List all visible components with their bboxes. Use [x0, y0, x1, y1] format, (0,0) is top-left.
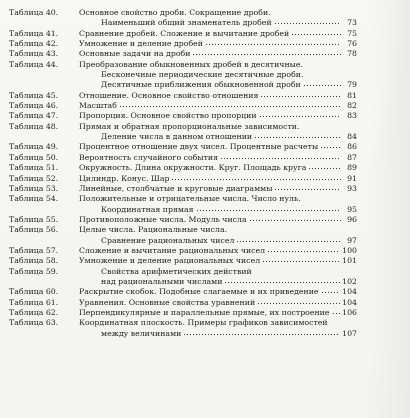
- page-number: 86: [347, 142, 357, 152]
- toc-entry: [9, 91, 357, 101]
- toc-title-text: Положительные и отрицательные числа. Число нуль.: [79, 194, 301, 204]
- toc-title-line: [79, 298, 357, 308]
- page-number: 104: [342, 287, 357, 297]
- toc-entry: [9, 8, 357, 29]
- dot-leader: [192, 50, 341, 56]
- toc-entry-label: Таблица 47.: [9, 111, 59, 121]
- toc-entry-label: Таблица 46.: [9, 101, 59, 111]
- toc-entry: [9, 246, 357, 256]
- toc-entry-titles: [79, 256, 357, 266]
- toc-entry-label: Таблица 51.: [9, 163, 59, 173]
- dot-leader: [220, 154, 341, 160]
- toc-title-text: Вероятность случайного события: [79, 152, 219, 162]
- toc-title-line: [79, 60, 357, 70]
- toc-entry: [9, 298, 357, 308]
- toc-entry-label: Таблица 40.: [9, 8, 59, 17]
- toc-title-text: Пропорция. Основное свойство пропорции: [79, 111, 257, 121]
- toc-entry-label: Таблица 41.: [9, 28, 59, 38]
- toc-entry-titles: [79, 39, 357, 49]
- toc-entry-titles: [79, 215, 357, 225]
- dot-leader: [224, 278, 340, 284]
- toc-title-text: Координатная прямая: [101, 204, 194, 214]
- toc-title-line: [79, 277, 357, 287]
- toc-title-line: [79, 205, 357, 215]
- toc-title-line: [79, 153, 357, 163]
- dot-leader: [249, 216, 341, 222]
- toc-title-text: Окружность. Длина окружности. Круг. Площадь круга: [79, 163, 307, 173]
- toc-title-text: Умножение и деление дробей: [79, 39, 203, 49]
- toc-entry-label: Таблица 48.: [9, 121, 59, 131]
- toc-entry: [9, 29, 357, 39]
- page-number: 87: [347, 152, 357, 162]
- page-number: 76: [347, 39, 357, 49]
- toc-title-text: Целые числа. Рациональные числа.: [79, 225, 228, 235]
- toc-entry-titles: [79, 153, 357, 163]
- toc-entry-titles: [79, 122, 357, 143]
- dot-leader: [274, 19, 341, 25]
- toc-title-text: Цилиндр. Конус. Шар: [79, 173, 170, 183]
- toc-entry-label: Таблица 56.: [9, 225, 59, 235]
- toc-entry-label: Таблица 52.: [9, 173, 59, 183]
- toc-title-text: Преобразование обыкновенных дробей в десятичные.: [79, 59, 303, 69]
- toc-entry: [9, 256, 357, 266]
- toc-title-line: [79, 308, 357, 318]
- toc-entry: [9, 267, 357, 288]
- toc-title-text: Бесконечные периодические десятичные дроби.: [101, 70, 304, 80]
- toc-entry-label: Таблица 43.: [9, 49, 59, 59]
- toc-title-text: Сравнение дробей. Сложение и вычитание дробей: [79, 28, 290, 38]
- toc-entry-titles: [79, 308, 357, 318]
- toc-title-text: Свойства арифметических действий: [101, 266, 252, 276]
- toc-entry-label: Таблица 62.: [9, 307, 59, 317]
- toc-title-text: Координатная плоскость. Примеры графиков зависимостей: [79, 318, 328, 328]
- page-number: 79: [347, 80, 357, 90]
- toc-entry-label: Таблица 55.: [9, 214, 59, 224]
- page-number: 100: [342, 245, 357, 255]
- toc-entry-titles: [79, 174, 357, 184]
- toc-title-line: [79, 246, 357, 256]
- toc-title-line: [79, 287, 357, 297]
- toc-title-text: Отношение. Основное свойство отношения: [79, 90, 259, 100]
- dot-leader: [262, 257, 340, 263]
- toc-title-line: [79, 29, 357, 39]
- toc-entry-titles: [79, 142, 357, 152]
- toc-entry: [9, 318, 357, 339]
- toc-title-text: Уравнения. Основные свойства уравнений: [79, 297, 256, 307]
- toc-title-text: Линейные, столбчатые и круговые диаграммы: [79, 183, 273, 193]
- page-number: 96: [347, 214, 357, 224]
- toc-entry-label: Таблица 58.: [9, 256, 59, 266]
- dot-leader: [119, 102, 341, 108]
- toc-entry-titles: [79, 8, 357, 29]
- toc-entry-label: Таблица 53.: [9, 183, 59, 193]
- page-number: 97: [347, 235, 357, 245]
- toc-title-text: Противоположные числа. Модуль числа: [79, 214, 247, 224]
- toc-entry-titles: [79, 111, 357, 121]
- dot-leader: [274, 185, 341, 191]
- page-number: 91: [347, 173, 357, 183]
- toc-title-line: [79, 142, 357, 152]
- toc-title-line: [79, 18, 357, 28]
- toc-title-text: Перпендикулярные и параллельные прямые, их построение: [79, 307, 330, 317]
- page-number: 93: [347, 183, 357, 193]
- dot-leader: [254, 133, 341, 139]
- page-number: 83: [347, 111, 357, 121]
- toc-entry-titles: [79, 194, 357, 215]
- toc-title-line: [79, 318, 357, 328]
- toc-title-line: [79, 267, 357, 277]
- dot-leader: [260, 92, 341, 98]
- toc-title-line: [79, 163, 357, 173]
- toc-entry: [9, 111, 357, 121]
- toc-entry-label: Таблица 57.: [9, 245, 59, 255]
- toc-title-text: Масштаб: [79, 101, 117, 111]
- toc-entry: [9, 174, 357, 184]
- page-fold-shadow: [370, 0, 410, 418]
- toc-entry: [9, 49, 357, 59]
- table-of-contents: [9, 8, 357, 339]
- toc-entry: [9, 39, 357, 49]
- page-number: 104: [342, 297, 357, 307]
- toc-title-line: [79, 236, 357, 246]
- toc-title-line: [79, 80, 357, 90]
- dot-leader: [257, 299, 340, 305]
- page-number: 78: [347, 49, 357, 59]
- toc-entry-titles: [79, 267, 357, 288]
- toc-entry-label: Таблица 44.: [9, 59, 59, 69]
- toc-title-line: [79, 225, 357, 235]
- page-number: 75: [347, 28, 357, 38]
- toc-title-text: Прямая и обратная пропорциональные зависимости.: [79, 121, 300, 131]
- toc-entry-titles: [79, 225, 357, 246]
- page-number: 102: [342, 276, 357, 286]
- toc-title-text: между величинами: [101, 328, 182, 338]
- toc-entry-titles: [79, 184, 357, 194]
- toc-entry-titles: [79, 49, 357, 59]
- toc-title-text: Сложение и вычитание рациональных чисел: [79, 245, 266, 255]
- page-number: 106: [342, 307, 357, 317]
- toc-title-text: Наименьший общий знаменатель дробей: [101, 18, 272, 28]
- toc-title-text: Сравнение рациональных чисел: [101, 235, 235, 245]
- toc-title-line: [79, 174, 357, 184]
- toc-title-text: над рациональными числами: [101, 276, 223, 286]
- dot-leader: [291, 30, 341, 36]
- toc-entry: [9, 163, 357, 173]
- dot-leader: [303, 81, 341, 87]
- toc-title-text: Основное свойство дроби. Сокращение дроби.: [79, 8, 271, 17]
- dot-leader: [320, 143, 341, 149]
- toc-title-text: Умножение и деление рациональных чисел: [79, 256, 261, 266]
- toc-entry-label: Таблица 60.: [9, 287, 59, 297]
- toc-title-text: Раскрытие скобок. Подобные слагаемые и их приведение: [79, 287, 319, 297]
- toc-entry: [9, 215, 357, 225]
- dot-leader: [183, 330, 340, 336]
- page-number: 73: [347, 18, 357, 28]
- toc-title-text: Деление числа в данном отношении: [101, 132, 253, 142]
- toc-entry: [9, 225, 357, 246]
- toc-title-text: Основные задачи на дроби: [79, 49, 191, 59]
- toc-entry-titles: [79, 101, 357, 111]
- dot-leader: [267, 247, 340, 253]
- toc-title-line: [79, 111, 357, 121]
- page-number: 84: [347, 132, 357, 142]
- toc-entry: [9, 194, 357, 215]
- toc-entry-titles: [79, 91, 357, 101]
- dot-leader: [259, 112, 341, 118]
- dot-leader: [205, 40, 341, 46]
- toc-entry-titles: [79, 163, 357, 173]
- toc-entry-label: Таблица 59.: [9, 266, 59, 276]
- toc-entry-label: Таблица 54.: [9, 194, 59, 204]
- toc-entry: [9, 153, 357, 163]
- dot-leader: [332, 309, 341, 315]
- toc-entry-label: Таблица 45.: [9, 90, 59, 100]
- toc-entry: [9, 60, 357, 91]
- toc-title-line: [79, 49, 357, 59]
- toc-entry: [9, 122, 357, 143]
- toc-entry-label: Таблица 63.: [9, 318, 59, 328]
- toc-entry-label: Таблица 42.: [9, 39, 59, 49]
- toc-title-line: [79, 184, 357, 194]
- page-number: 89: [347, 163, 357, 173]
- page-number: 82: [347, 101, 357, 111]
- toc-entry-titles: [79, 60, 357, 91]
- page-number: 107: [342, 328, 357, 338]
- toc-title-text: Десятичные приближения обыкновенной дроби: [101, 80, 301, 90]
- dot-leader: [308, 164, 341, 170]
- dot-leader: [321, 288, 341, 294]
- dot-leader: [236, 237, 341, 243]
- toc-entry-titles: [79, 29, 357, 39]
- toc-entry-titles: [79, 318, 357, 339]
- page-number: 95: [347, 204, 357, 214]
- toc-title-line: [79, 122, 357, 132]
- toc-title-line: [79, 101, 357, 111]
- toc-entry: [9, 101, 357, 111]
- toc-title-line: [79, 91, 357, 101]
- toc-title-text: Процентное отношение двух чисел. Процентные расчеты: [79, 142, 319, 152]
- toc-entry-label: Таблица 50.: [9, 152, 59, 162]
- toc-entry-label: Таблица 49.: [9, 142, 59, 152]
- page-number: 101: [342, 256, 357, 266]
- toc-entry-titles: [79, 246, 357, 256]
- toc-entry-titles: [79, 287, 357, 297]
- toc-entry: [9, 287, 357, 297]
- toc-entry: [9, 184, 357, 194]
- toc-entry: [9, 308, 357, 318]
- toc-title-line: [79, 329, 357, 339]
- toc-title-line: [79, 215, 357, 225]
- toc-title-line: [79, 39, 357, 49]
- toc-title-line: [79, 70, 357, 80]
- dot-leader: [196, 206, 341, 212]
- toc-entry-label: Таблица 61.: [9, 297, 59, 307]
- toc-entry: [9, 142, 357, 152]
- toc-title-line: [79, 194, 357, 204]
- toc-title-line: [79, 256, 357, 266]
- toc-title-line: [79, 8, 357, 18]
- toc-entry-titles: [79, 298, 357, 308]
- toc-title-line: [79, 132, 357, 142]
- page-number: 81: [347, 90, 357, 100]
- dot-leader: [171, 175, 341, 181]
